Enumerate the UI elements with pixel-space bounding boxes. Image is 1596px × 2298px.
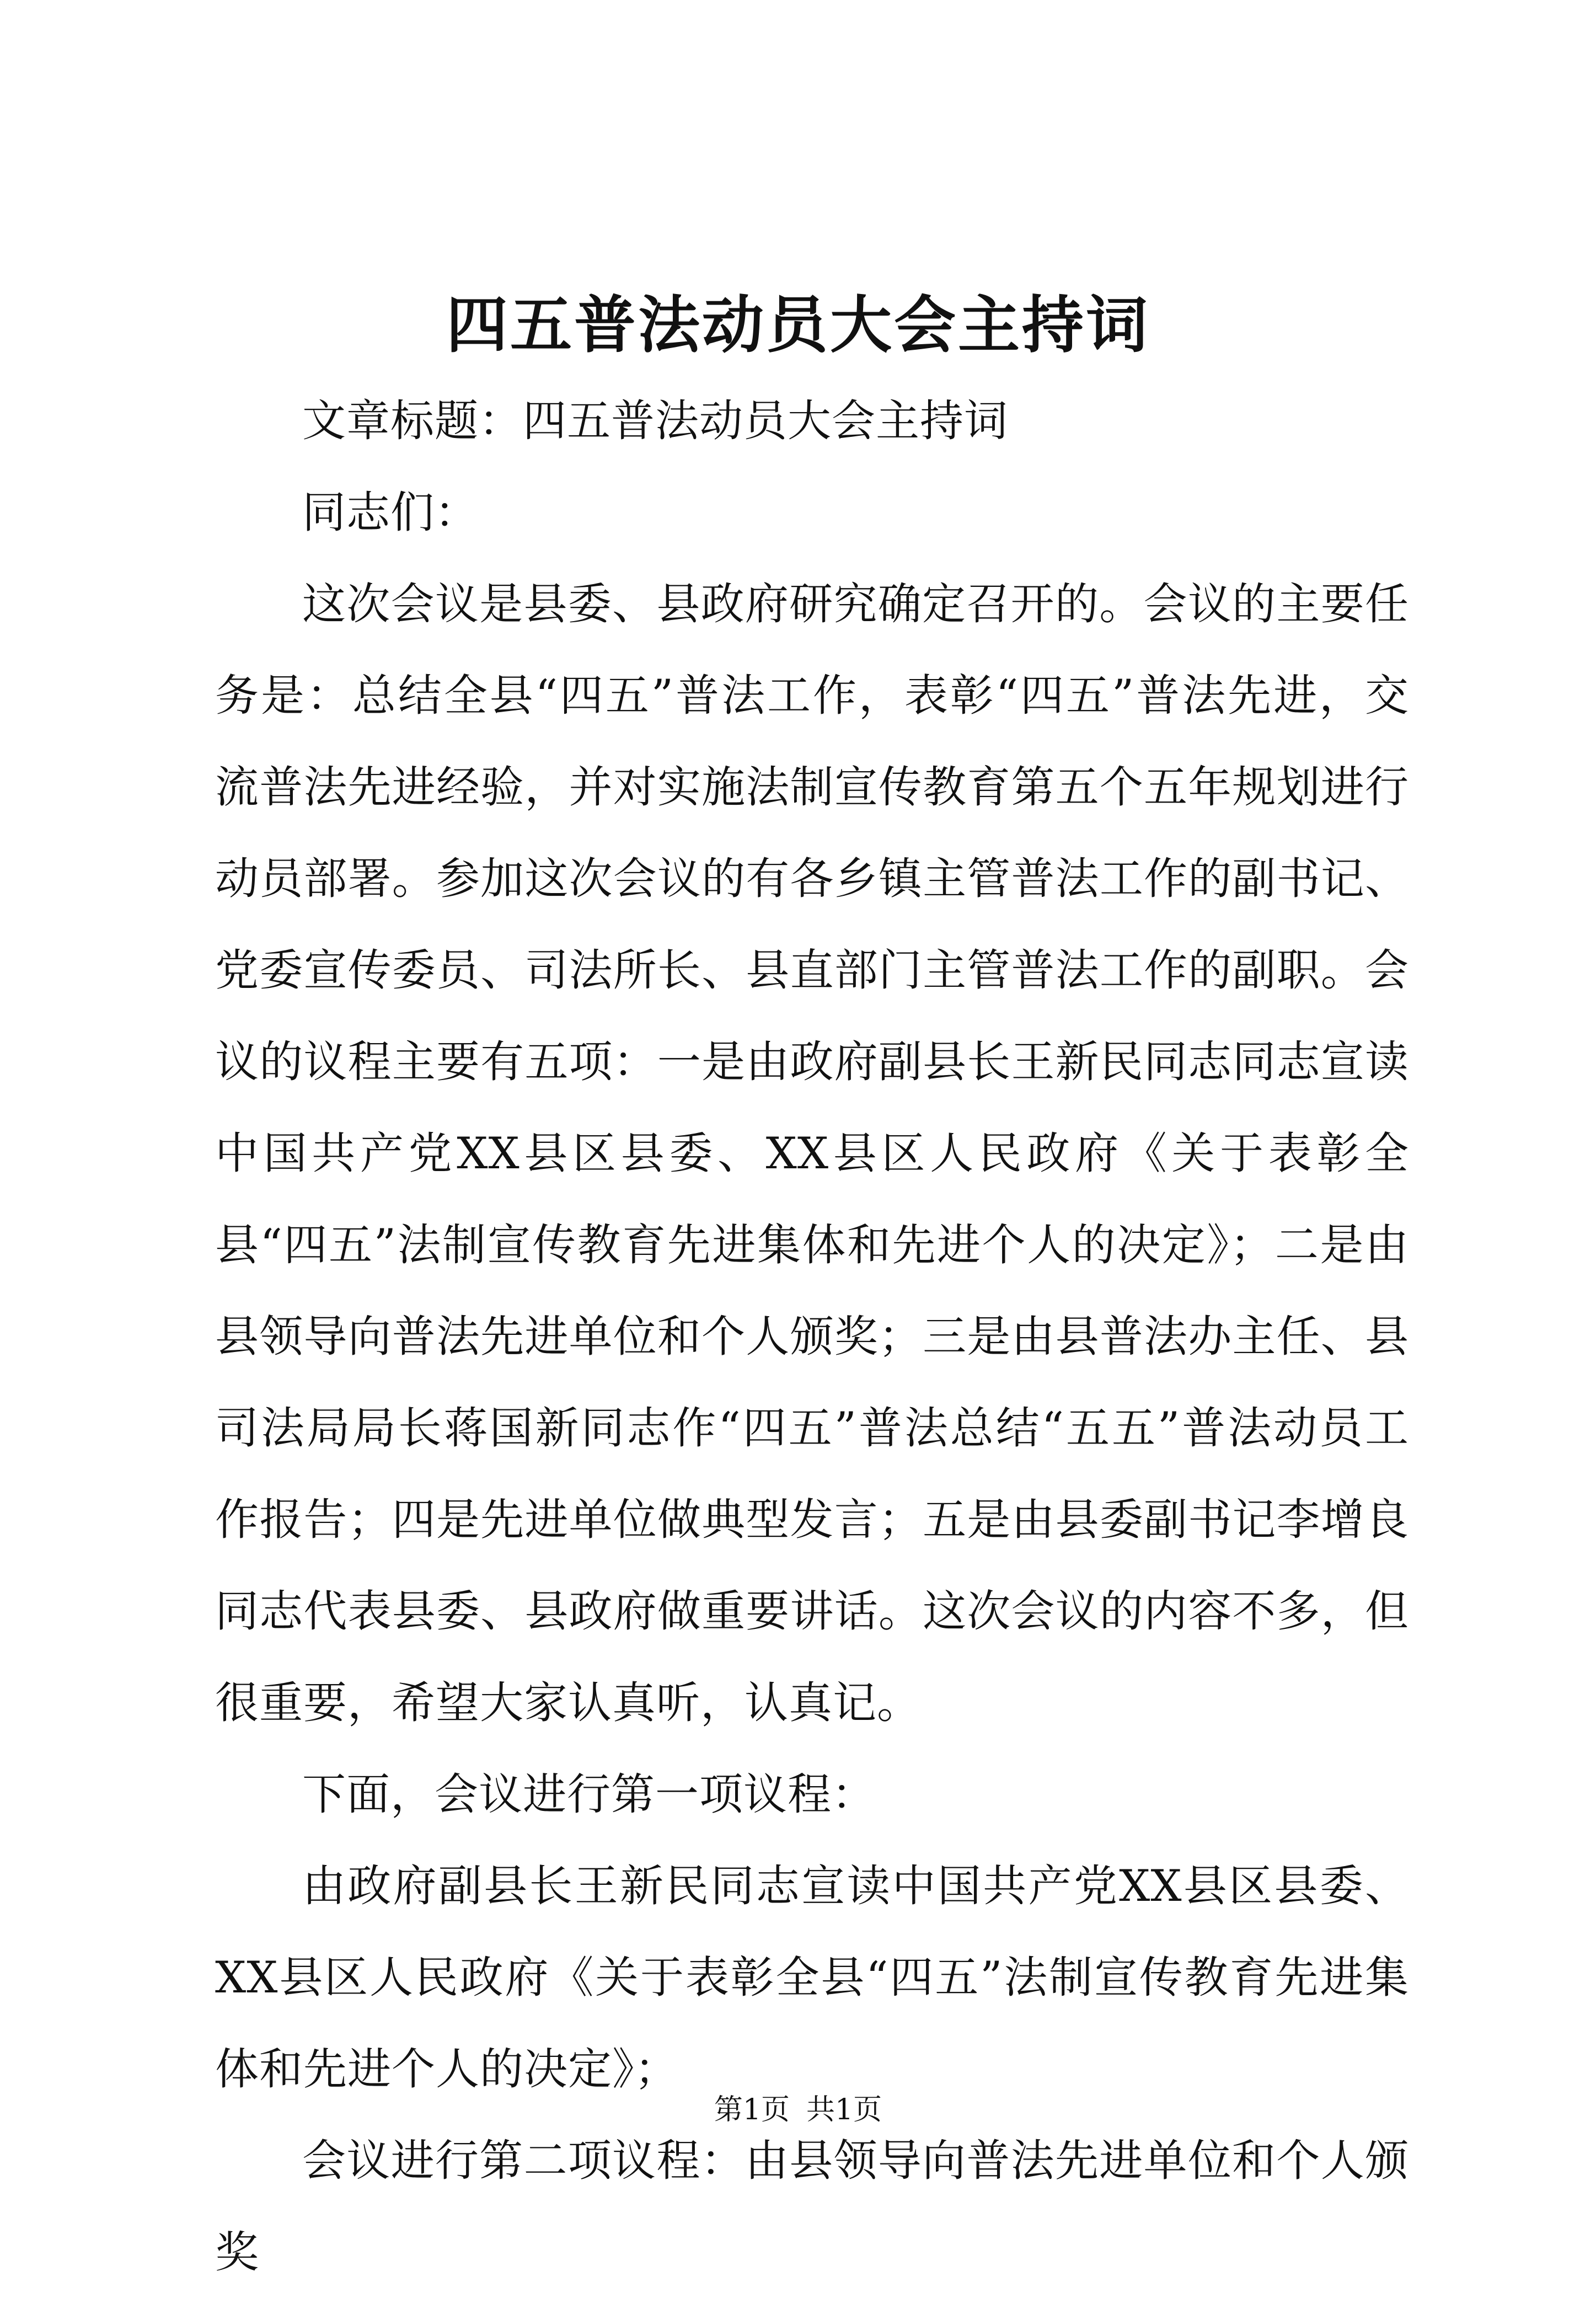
page-number-total: 共1页 bbox=[806, 2093, 882, 2126]
paragraph-first-agenda-intro: 下面，会议进行第一项议程： bbox=[302, 1769, 876, 1820]
paragraph-salutation: 同志们： bbox=[302, 487, 479, 538]
document-body bbox=[215, 375, 1409, 2298]
paragraph-second-agenda: 会议进行第二项议程：由县领导向普法先进单位和个人颁奖 bbox=[215, 2135, 1409, 2278]
paragraph-article-title: 文章标题：四五普法动员大会主持词 bbox=[302, 396, 1008, 446]
paragraph-meeting-overview: 这次会议是县委、县政府研究确定召开的。会议的主要任务是：总结全县“四五”普法工作，表彰“四五”普法先进，交流普法先进经验，并对实施法制宣传教育第五个五年规划进行动员部署。参加这次会议的有各乡镇主管普法工作的副书记、党委宣传委员、司法所长、县直部门主管普法工作的副职。会议的议程主要有五项：一是由政府副县长王新民同志同志宣读中国共产党XX县区县委、XX县区人民政府《关于表彰全县“四五”法制宣传教育先进集体和先进个人的决定》；二是由县领导向普法先进单位和个人颁奖；三是由县普法办主任、县司法局局长蒋国新同志作“四五”普法总结“五五”普法动员工作报告；四是先进单位做典型发言；五是由县委副书记李增良同志代表县委、县政府做重要讲话。这次会议的内容不多，但很重要，希望大家认真听，认真记。 bbox=[215, 579, 1409, 1728]
page-footer bbox=[0, 2091, 1596, 2129]
paragraph-first-agenda-detail: 由政府副县长王新民同志宣读中国共产党XX县区县委、XX县区人民政府《关于表彰全县“四五”法制宣传教育先进集体和先进个人的决定》； bbox=[215, 1861, 1409, 2094]
page-number-current: 第1页 bbox=[714, 2093, 790, 2126]
document-title: 四五普法动员大会主持词 bbox=[446, 289, 1150, 361]
